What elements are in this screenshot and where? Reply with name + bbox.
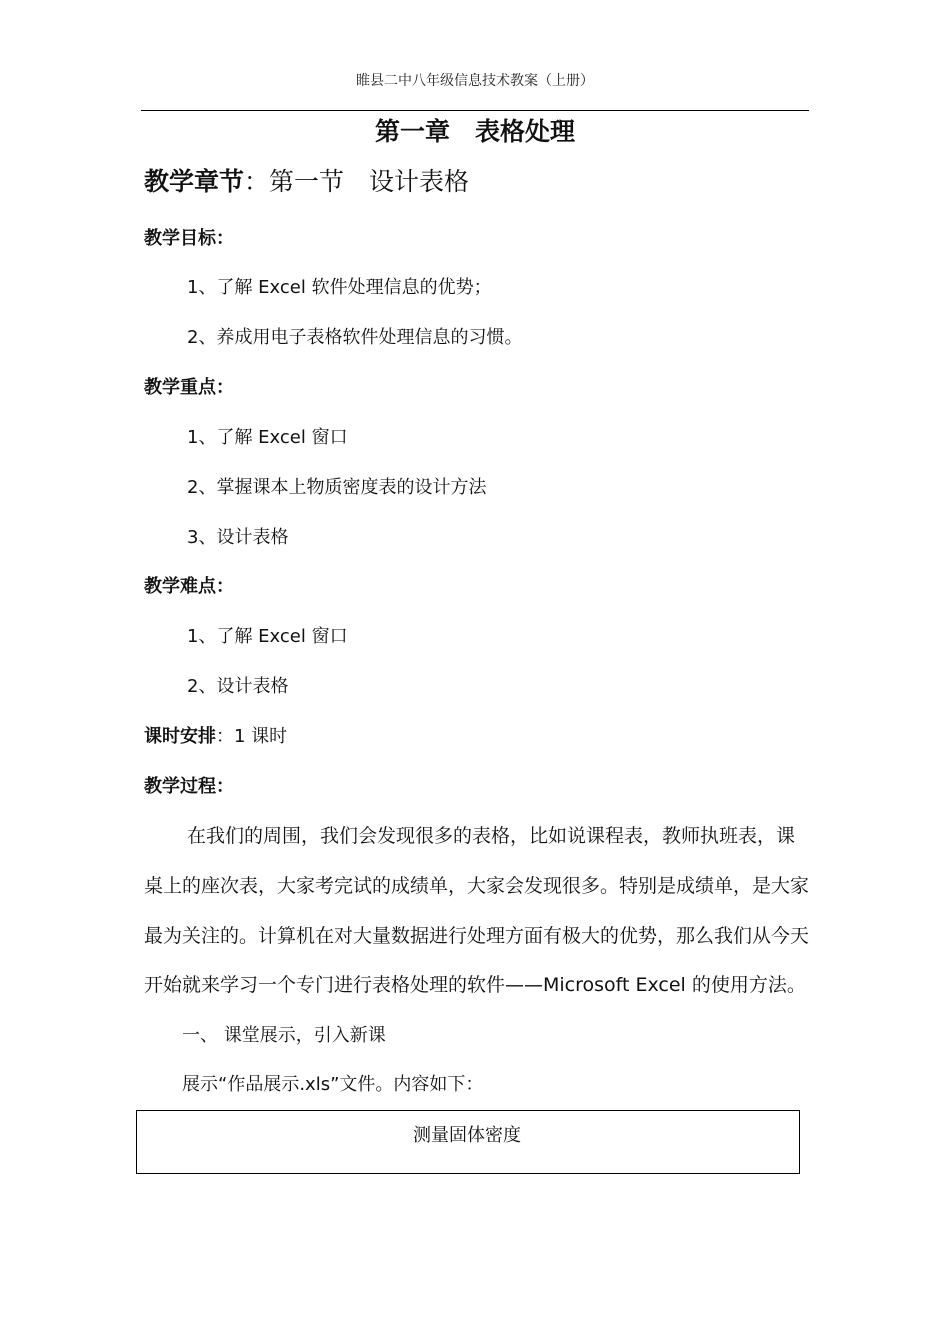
chapter-title: 第一章 表格处理	[374, 117, 575, 146]
table-title: 测量固体密度	[413, 1125, 521, 1146]
key-point-item: 1、了解 Excel 窗口	[187, 427, 348, 448]
objective-item: 1、了解 Excel 软件处理信息的优势；	[187, 277, 492, 298]
section-heading	[144, 162, 469, 198]
key-points-label: 教学重点：	[144, 377, 234, 398]
section-value: 第一节 设计表格	[269, 167, 470, 196]
difficulty-item: 2、设计表格	[187, 676, 289, 697]
key-point-item: 3、设计表格	[187, 527, 289, 548]
key-point-item: 2、掌握课本上物质密度表的设计方法	[187, 477, 487, 498]
process-label: 教学过程：	[144, 776, 234, 797]
schedule-line	[144, 722, 287, 748]
difficulties-label: 教学难点：	[144, 576, 234, 597]
schedule-label: 课时安排	[144, 726, 216, 747]
process-step: 一、 课堂展示，引入新课	[182, 1025, 386, 1046]
difficulty-item: 1、了解 Excel 窗口	[187, 626, 348, 647]
objective-item: 2、养成用电子表格软件处理信息的习惯。	[187, 327, 523, 348]
process-step-detail: 展示“作品展示.xls”文件。内容如下：	[182, 1074, 484, 1095]
schedule-value: ：1 课时	[216, 726, 288, 747]
section-label: 教学章节	[144, 167, 245, 196]
process-paragraph-line: 最为关注的。计算机在对大量数据进行处理方面有极大的优势，那么我们从今天	[144, 925, 810, 947]
header-divider	[141, 110, 809, 111]
page-header: 睢县二中八年级信息技术教案（上册）	[356, 73, 594, 89]
objectives-label: 教学目标：	[144, 228, 234, 249]
process-paragraph-line: 桌上的座次表，大家考完试的成绩单，大家会发现很多。特别是成绩单，是大家	[144, 875, 810, 897]
process-paragraph-line: 在我们的周围，我们会发现很多的表格，比如说课程表，教师执班表，课	[187, 825, 796, 847]
process-paragraph-line: 开始就来学习一个专门进行表格处理的软件——Microsoft Excel 的使用方法。	[144, 974, 806, 996]
section-separator: ：	[244, 167, 270, 196]
